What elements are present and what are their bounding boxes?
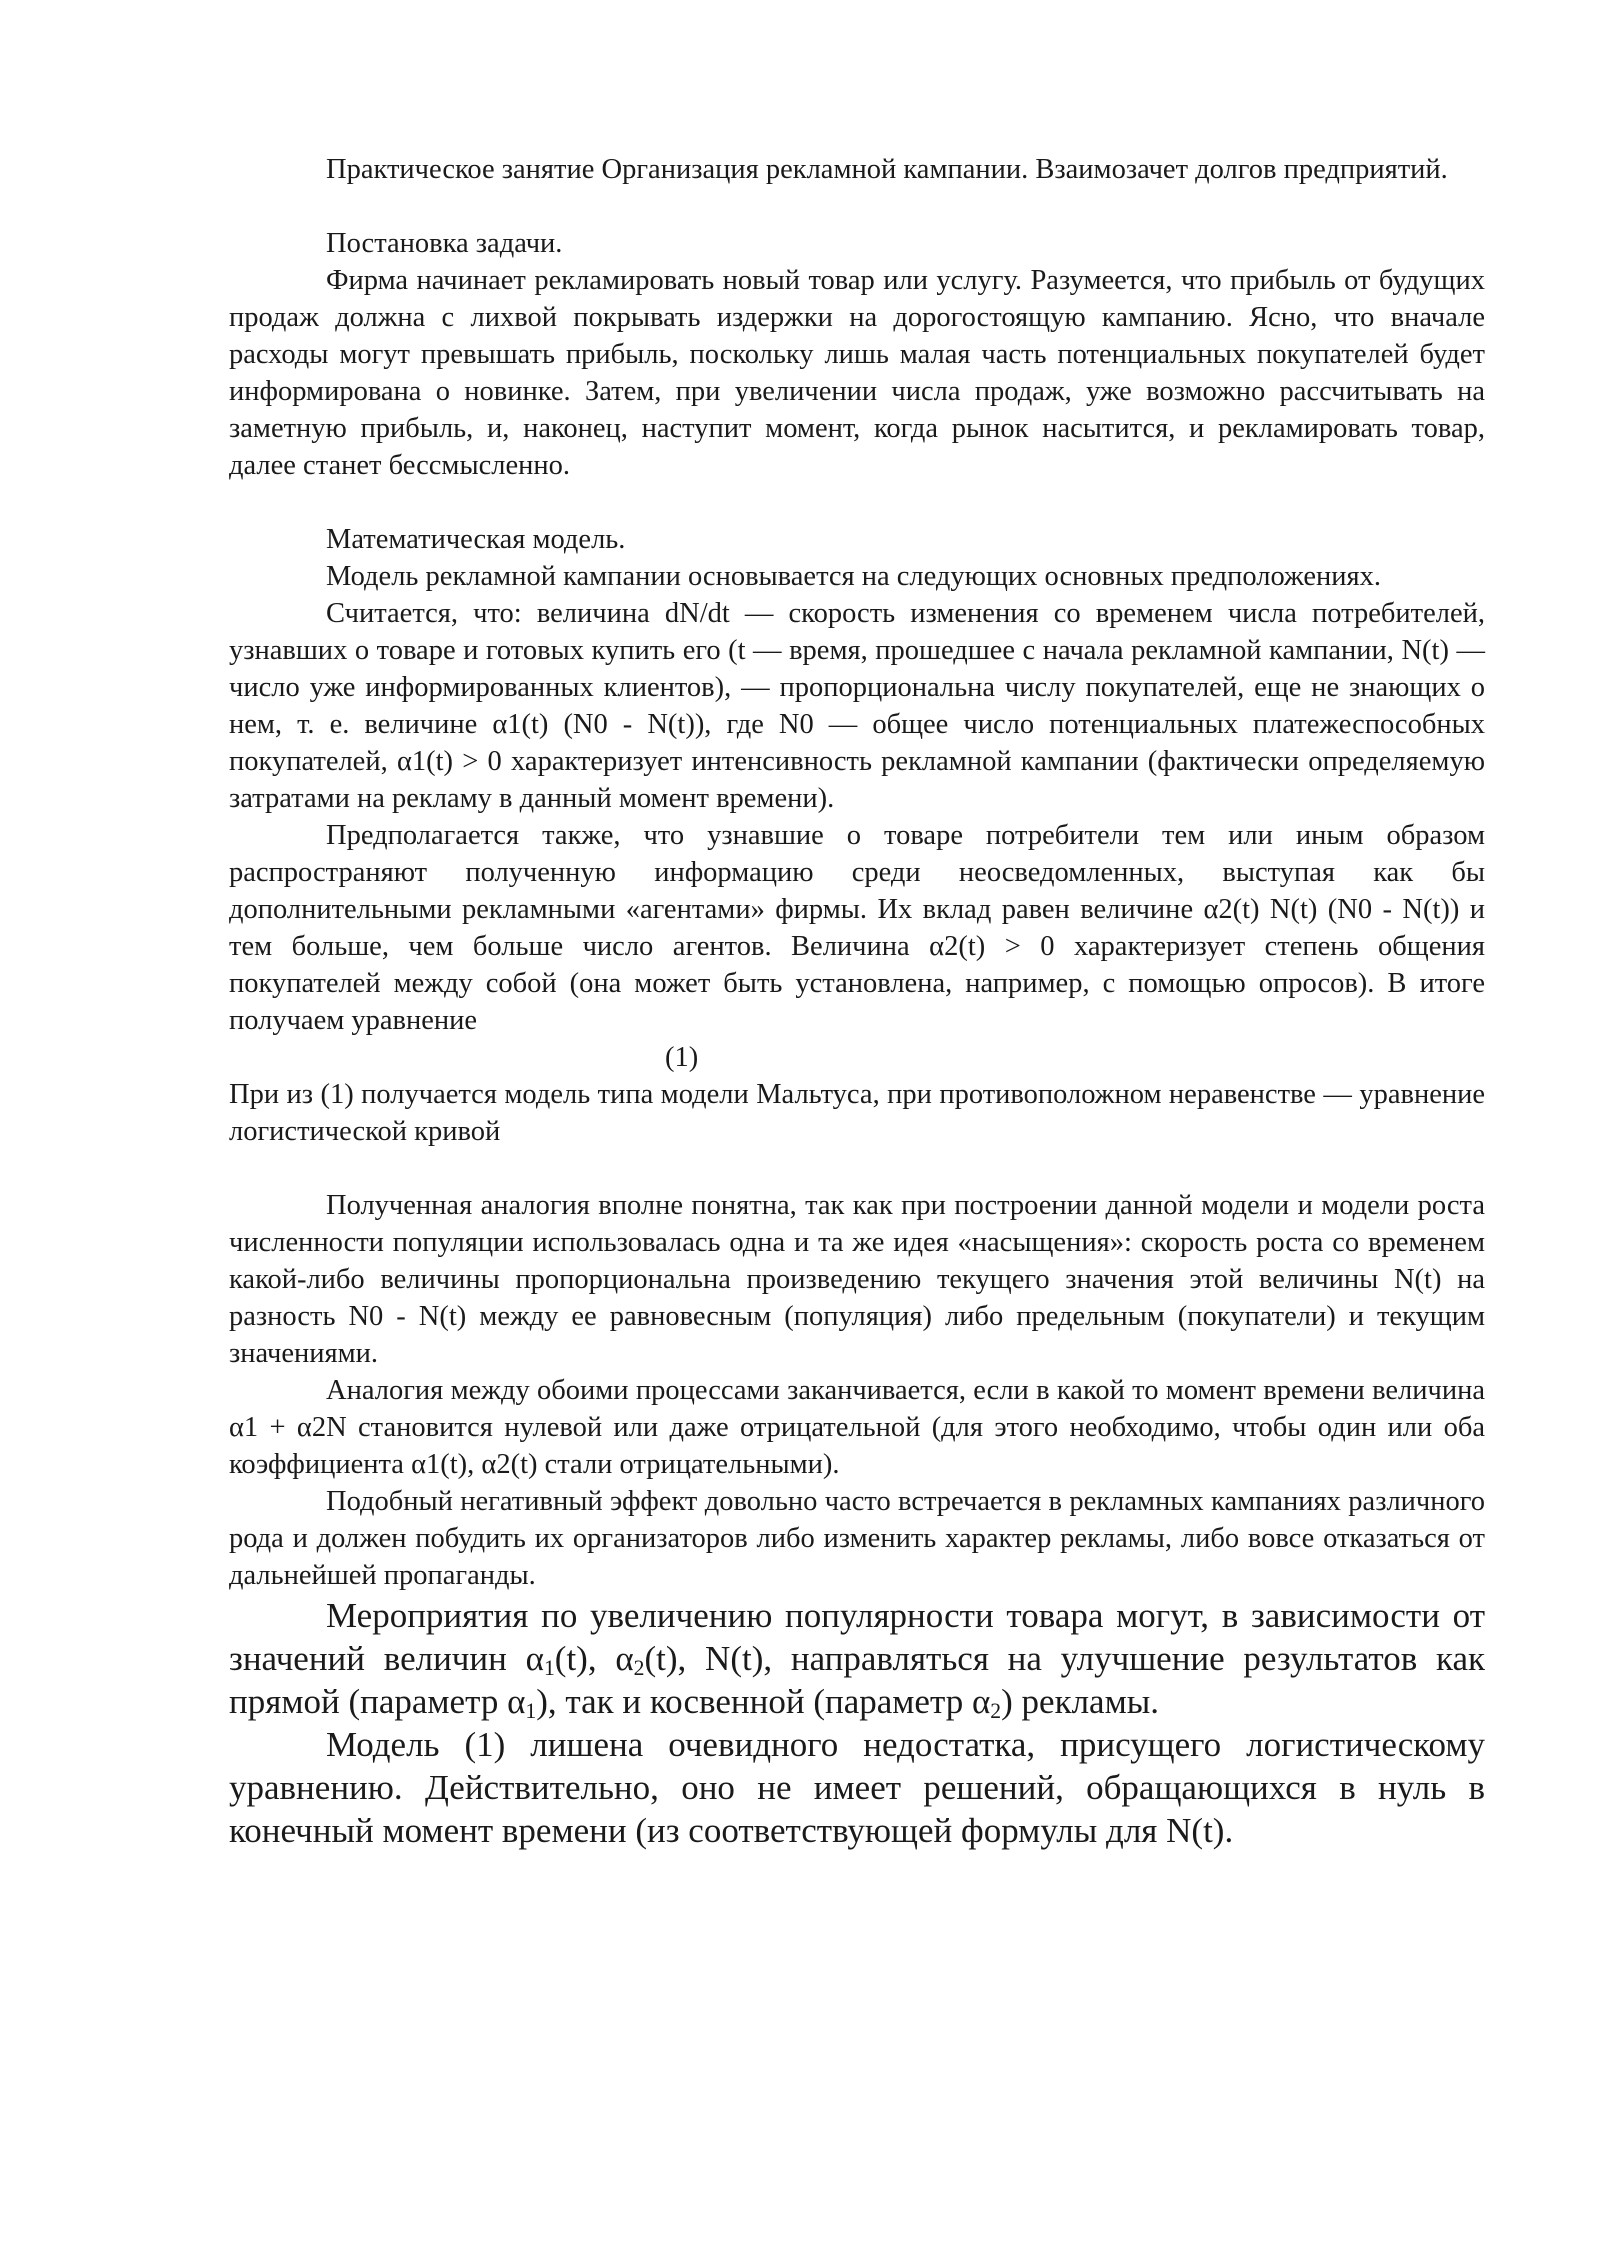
paragraph-model-conclusion: Модель (1) лишена очевидного недостатка, присущего логистическому уравнению. Действительно, оно не имеет решений, обращающихся в нуль в конечный момент времени (из соответствующей формулы для N(t).: [229, 1725, 1485, 1850]
subscript: 2: [633, 1655, 645, 1680]
spacer: [229, 484, 1485, 521]
paragraph-negative-effect: Подобный негативный эффект довольно часто встречается в рекламных кампаниях различного рода и должен побудить их организаторов либо изменить характер рекламы, либо вовсе отказаться от дальнейшей пропаганды.: [229, 1486, 1485, 1591]
problem-heading: Постановка задачи.: [326, 228, 563, 259]
spacer: [229, 188, 1485, 225]
model-heading: Математическая модель.: [326, 524, 626, 555]
paragraph-analogy: Полученная аналогия вполне понятна, так как при построении данной модели и модели роста численности популяции использовалась одна и та же идея «насыщения»: скорость роста со временем какой-либо величины пропорциональна произведению текущего значения этой величины N(t) на разность N0 - N(t) между ее равновесным (популяция) либо предельным (покупатели) и текущим значениями.: [229, 1190, 1485, 1369]
spacer: [229, 1150, 1485, 1187]
measures-text-5: ) рекламы.: [1001, 1682, 1159, 1721]
paragraph-assumption-1: Считается, что: величина dN/dt — скорость изменения со временем числа потребителей, узнавших о товаре и готовых купить его (t — время, прошедшее с начала рекламной кампании, N(t) — число уже информированных клиентов), — пропорциональна числу покупателей, еще не знающих о нем, т. е. величине α1(t) (N0 - N(t)), где N0 — общее число потенциальных платежеспособных покупателей, α1(t) > 0 характеризует интенсивность рекламной кампании (фактически определяемую затратами на рекламу в данный момент времени).: [229, 598, 1485, 814]
measures-text-1: Мероприятия по увеличению популярности товара могут, в зависимости от значений величин α: [229, 1596, 1485, 1678]
paragraph-measures: [229, 1594, 1485, 1723]
problem-text: Фирма начинает рекламировать новый товар или услугу. Разумеется, что прибыль от будущих продаж должна с лихвой покрывать издержки на дорогостоящую кампанию. Ясно, что вначале расходы могут превышать прибыль, поскольку лишь малая часть потенциальных покупателей будет информирована о новинке. Затем, при увеличении числа продаж, уже возможно рассчитывать на заметную прибыль, и, наконец, наступит момент, когда рынок насытится, и рекламировать товар, далее станет бессмысленно.: [229, 265, 1485, 481]
paragraph-malthus: При из (1) получается модель типа модели Мальтуса, при противоположном неравенстве — уравнение логистической кривой: [229, 1079, 1485, 1147]
subscript: 1: [543, 1655, 555, 1680]
model-intro: Модель рекламной кампании основывается на следующих основных предположениях.: [326, 561, 1382, 592]
paragraph-assumption-2: Предполагается также, что узнавшие о товаре потребители тем или иным образом распространяют полученную информацию среди неосведомленных, выступая как бы дополнительными рекламными «агентами» фирмы. Их вклад равен величине α2(t) N(t) (N0 - N(t)) и тем больше, чем больше число агентов. Величина α2(t) > 0 характеризует степень общения покупателей между собой (она может быть установлена, например, с помощью опросов). В итоге получаем уравнение: [229, 820, 1485, 1036]
document-body: [229, 151, 1485, 1852]
measures-text-3: (t), N(t), направляться на улучшение результатов как прямой (параметр α: [229, 1639, 1485, 1721]
subscript: 1: [525, 1698, 537, 1723]
subscript: 2: [990, 1698, 1002, 1723]
paragraph-analogy-end: Аналогия между обоими процессами заканчивается, если в какой то момент времени величина α1 + α2N становится нулевой или даже отрицательной (для этого необходимо, чтобы один или оба коэффициента α1(t), α2(t) стали отрицательными).: [229, 1375, 1485, 1480]
document-title: Практическое занятие Организация рекламной кампании. Взаимозачет долгов предприятий.: [326, 154, 1448, 185]
measures-text-2: (t), α: [554, 1639, 634, 1678]
equation-number: (1): [665, 1042, 699, 1073]
measures-text-4: ), так и косвенной (параметр α: [536, 1682, 991, 1721]
